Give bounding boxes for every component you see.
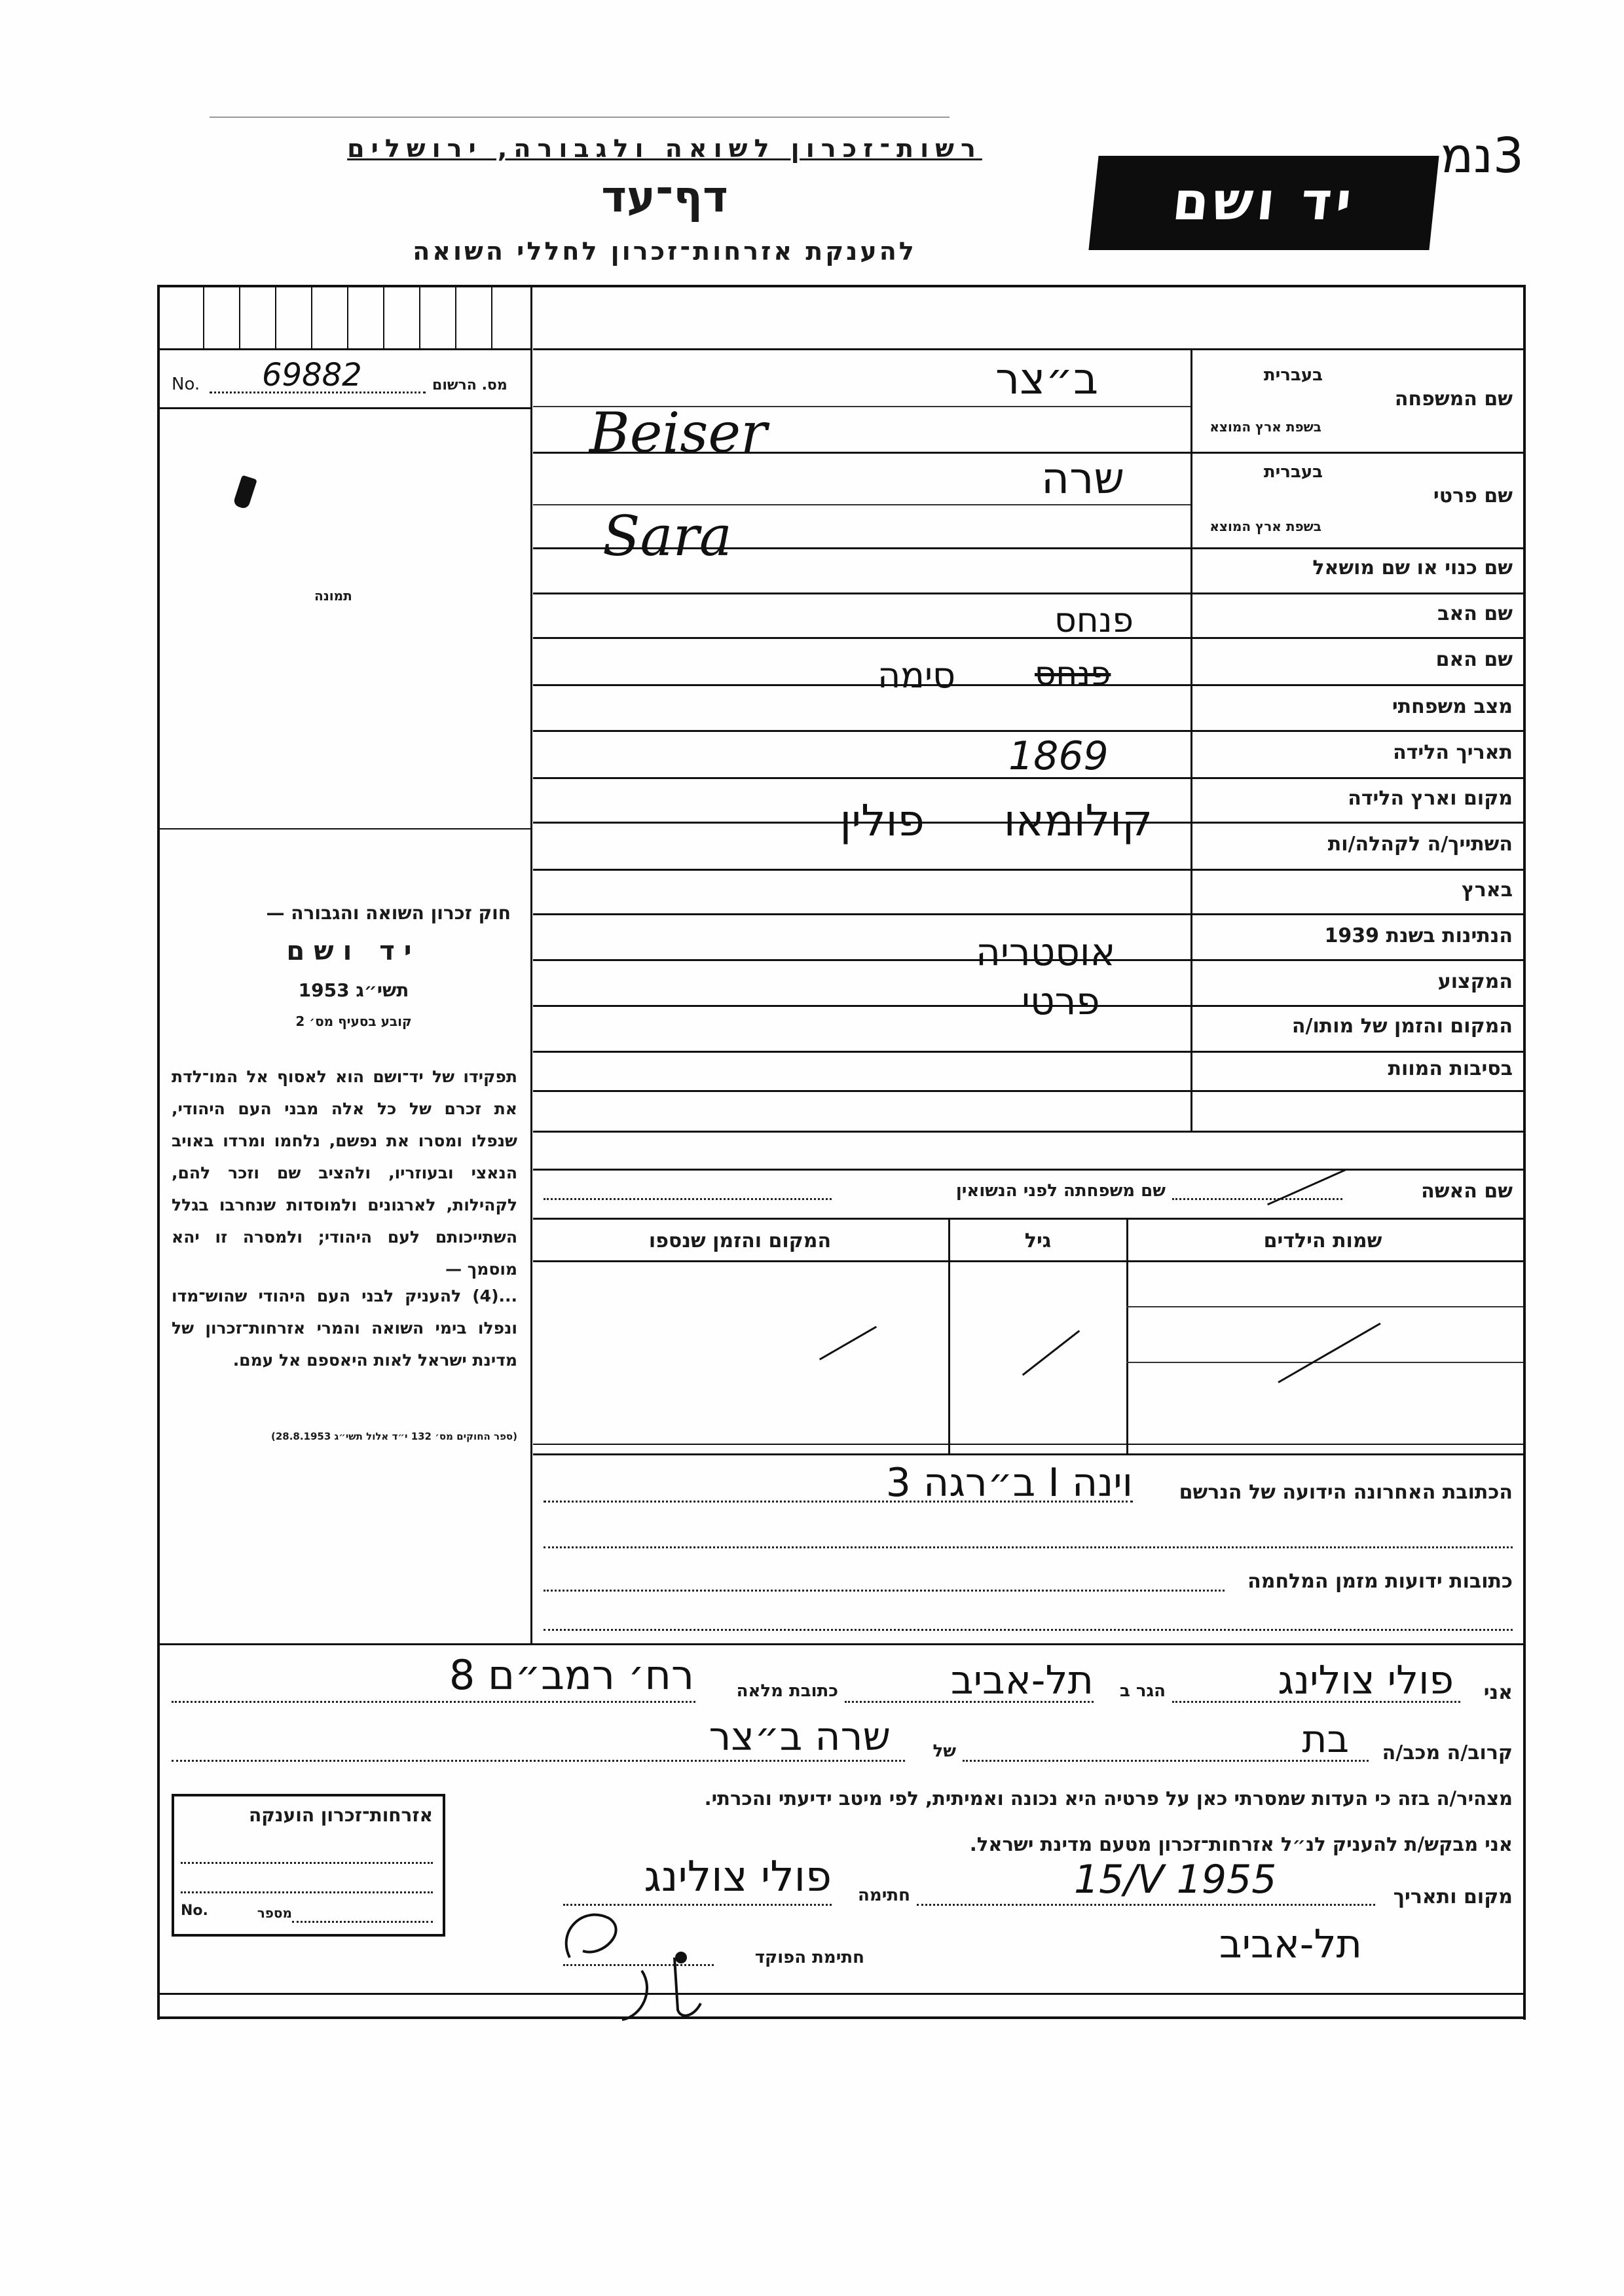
of-line: [172, 1760, 905, 1762]
row-line: [533, 869, 1523, 871]
birth-date-label: תאריך הלידה: [1393, 741, 1513, 764]
family-name-hebrew: ב״צר: [995, 354, 1099, 404]
row-line: [533, 637, 1523, 639]
hebrew-label-2: בעברית: [1263, 462, 1323, 482]
law-body: תפקידו של יד־ושם הוא לאסוף אל המו־לדת את זכרם של כל אלה מבני העם היהודי, שנפלו ומסרו את נפשם, נלחמו ומרדו באויב הנאצי ובעוזריו, ולהציב שם וזכר להם, לקהילות, לארגונים ולמוסדות שנחרבו בגלל השתייכותם לעם היהודי; ולמסרה זו יהא מוסמך —: [172, 1067, 517, 1279]
father-label: שם האב: [1437, 602, 1513, 625]
marital-label: מצב משפחתי: [1392, 695, 1513, 718]
frame-bottom: [157, 2016, 1526, 2019]
last-address-value: וינה I ב״רגה 3: [885, 1460, 1133, 1506]
row-line: [533, 1131, 1523, 1133]
relation-value: בת: [1302, 1717, 1349, 1761]
declaration-top: [157, 1643, 1526, 1645]
registration-number: 69882: [262, 357, 362, 393]
maiden-name-label: שם משפחתה לפני הנשואין: [955, 1181, 1166, 1201]
of-label: של: [932, 1741, 956, 1761]
form-subtitle: להענקת אזרחות־זכרון לחללי השואה: [413, 237, 917, 266]
frame-right: [1523, 285, 1526, 2020]
children-names-header: שמות הילדים: [1263, 1230, 1382, 1252]
citizenship-1939: אוסטריה: [976, 930, 1116, 974]
maiden-name-line: [544, 1198, 832, 1200]
signature-value: פולי צולינג: [644, 1853, 832, 1901]
grid-cell-line: [239, 285, 240, 348]
law-name: יד ושם: [286, 936, 421, 966]
frame-left: [157, 285, 160, 2020]
frame-top: [157, 285, 1526, 287]
left-column-divider: [530, 285, 532, 1643]
address-section-top: [533, 1453, 1523, 1455]
declaration-statement-1: מצהיר/ה בזה כי העדות שמסרתי כאן על פרטיה היא נכונה ואמיתית, לפי מיטב ידיעתי והכרתי.: [704, 1787, 1513, 1810]
grid-cell-line: [491, 285, 492, 348]
of-value: שרה ב״צר: [709, 1714, 891, 1760]
full-address-label: כתובת מלאה: [736, 1681, 838, 1701]
place-date-line: [917, 1904, 1375, 1906]
origin-lang-label-2: בשפת ארץ המוצא: [1209, 519, 1321, 534]
community-label: השתייך/ה לקהלה/ות: [1327, 833, 1513, 856]
grant-box-title: אזרחות־זכרון הוענקה: [249, 1804, 433, 1826]
grid-cell-line: [275, 285, 276, 348]
law-body-clause-4: ...(4) להעניק לבני העם היהודי שהוש־מדו ונפלו בימי השואה והמרי אזרחות־זכרון של מדינת ישראל לאות היאספם אל עמם.: [172, 1286, 517, 1370]
mother-label: שם האם: [1435, 648, 1513, 671]
children-row-line: [1126, 1306, 1523, 1307]
grant-number-line: [292, 1921, 433, 1923]
country-label: בארץ: [1461, 879, 1513, 902]
row-line: [533, 1051, 1523, 1053]
children-age-header: גיל: [1024, 1230, 1052, 1252]
grant-box-line: [181, 1862, 433, 1864]
resides-label: הגר ב: [1119, 1681, 1166, 1701]
yad-vashem-logo: [1088, 156, 1439, 250]
birth-place-label: מקום וארץ הלידה: [1348, 787, 1513, 810]
birth-date: 1869: [1008, 733, 1109, 779]
children-age-dash: [1022, 1330, 1080, 1376]
row-line: [533, 592, 1523, 594]
spouse-row-top: [533, 1169, 1523, 1171]
law-footnote: (ספר החוקים מס׳ 132 י״ד אלול תשי״ג 28.8.1953): [270, 1430, 517, 1442]
full-address-line: [172, 1701, 695, 1703]
grid-bottom: [160, 348, 530, 350]
spouse-label: שם האשה: [1421, 1180, 1513, 1203]
grid-cell-line: [311, 285, 312, 348]
grant-number-label: מספר: [257, 1905, 292, 1921]
signature-label: חתימה: [858, 1886, 910, 1905]
birth-place: קולומאו פולין: [840, 795, 1153, 846]
children-name-dash: [1278, 1322, 1380, 1383]
bottom-rule: [157, 1993, 1526, 1995]
first-name-latin: Sara: [602, 504, 732, 568]
citizenship-label: הנתינות בשנת 1939: [1324, 924, 1513, 947]
grid-cell-line: [455, 285, 456, 348]
full-address-value: רח׳ רמב״ם 8: [449, 1651, 694, 1699]
row-line: [533, 1090, 1523, 1092]
declarant-i-label: אני: [1483, 1681, 1513, 1704]
place-value: תל-אביב: [1219, 1922, 1362, 1967]
top-rule: [210, 117, 950, 118]
grant-no-label: No.: [181, 1903, 208, 1919]
first-name-hebrew: שרה: [1041, 453, 1125, 503]
archive-stamp: 3נמ: [1441, 128, 1524, 184]
law-clause: קובע בסעיף מס׳ 2: [295, 1013, 412, 1029]
reg-row-bottom: [160, 407, 530, 409]
children-col-divider: [948, 1218, 950, 1453]
children-table-top: [533, 1218, 1523, 1220]
authority-title: רשות־זכרון לשואה ולגבורה, ירושלים: [347, 134, 982, 163]
row-line: [533, 730, 1523, 732]
grid-cell-line: [347, 285, 348, 348]
row-line: [533, 348, 1523, 350]
logo-text: יד ושם: [1170, 171, 1359, 232]
photo-label: תמונה: [314, 588, 352, 604]
form-title: דף־עד: [601, 172, 728, 222]
father-name: פנחס: [1054, 601, 1134, 640]
grid-cell-line: [383, 285, 384, 348]
pin-mark: [232, 475, 257, 509]
origin-lang-label: בשפת ארץ המוצא: [1209, 419, 1321, 435]
last-address-line-2: [544, 1546, 1513, 1548]
declaration-statement-2: אני מבקש/ת להעניק לנ״ל אזרחות־זכרון מטעם מדינת ישראל.: [969, 1833, 1513, 1855]
law-title: חוק זכרון השואה והגבורה —: [266, 902, 511, 924]
grant-box-line-2: [181, 1891, 433, 1893]
spouse-line: [1172, 1198, 1342, 1200]
resides-value: תל-אביב: [950, 1658, 1094, 1704]
row-line: [533, 684, 1523, 686]
mother-name-struck: פנחס: [1035, 655, 1111, 693]
first-name-label: שם פרטי: [1433, 484, 1513, 507]
reg-label: מס. הרשום: [432, 377, 507, 393]
children-death-header: המקום והזמן שנספו: [648, 1230, 832, 1252]
children-death-dash: [819, 1326, 877, 1360]
family-name-label: שם המשפחה: [1394, 388, 1513, 410]
death-circumstances-label: בסיבות המוות: [1388, 1057, 1513, 1080]
declarant-name: פולי צולינג: [1278, 1658, 1454, 1704]
profession-label: המקצוע: [1437, 970, 1513, 993]
children-table-bottom: [533, 1444, 1523, 1445]
row-line: [533, 913, 1523, 915]
officer-signature-scribble: [544, 1879, 733, 2030]
children-col-divider-2: [1126, 1218, 1128, 1453]
grant-box: [172, 1794, 445, 1937]
grid-cell-line: [203, 285, 204, 348]
photo-bottom: [160, 828, 530, 829]
relative-label: קרוב/ה מכב/ה: [1382, 1741, 1513, 1764]
children-row-line: [1126, 1362, 1523, 1363]
family-name-latin: Beiser: [589, 401, 767, 465]
place-date-label: מקום ותאריך: [1393, 1886, 1513, 1908]
label-column-divider: [1190, 348, 1192, 1131]
death-place-label: המקום והזמן של מותו/ה: [1291, 1015, 1513, 1038]
nickname-label: שם כנוי או שם מושאל: [1312, 556, 1513, 579]
war-address-line-2: [544, 1629, 1513, 1631]
hebrew-label: בעברית: [1263, 365, 1323, 385]
war-address-line: [544, 1590, 1225, 1592]
profession: פרטי: [1022, 979, 1100, 1023]
officer-signature-label: חתימת הפוקד: [754, 1948, 864, 1967]
children-header-bottom: [533, 1260, 1523, 1262]
date-value: 15/V 1955: [1074, 1857, 1277, 1903]
grid-cell-line: [419, 285, 420, 348]
no-label: No.: [172, 374, 200, 394]
war-address-label: כתובות ידועות מזמן המלחמה: [1247, 1570, 1513, 1593]
last-address-label: הכתובת האחרונה הידועה של הנרשם: [1179, 1481, 1513, 1504]
law-year: תשי״ג 1953: [298, 979, 409, 1001]
mother-name: סימה: [877, 655, 956, 696]
